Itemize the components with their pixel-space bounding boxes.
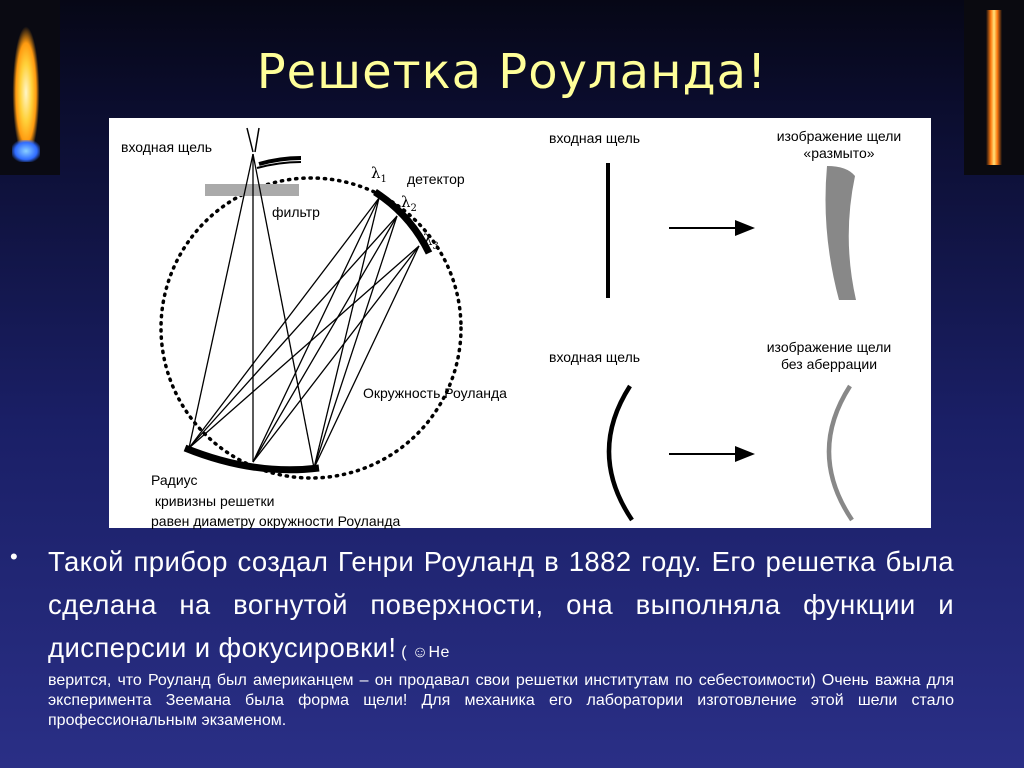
label-entrance-slit: входная щель — [121, 139, 213, 155]
slit-curved — [609, 386, 632, 520]
label-entrance-slit-bottom: входная щель — [549, 349, 641, 365]
diffracted-rays — [189, 198, 419, 468]
label-radius-2: кривизны решетки — [151, 493, 275, 509]
label-lambda-3: $\lambda_3$ — [423, 231, 439, 252]
bullet-paragraph — [10, 540, 954, 731]
rowland-diagram — [109, 118, 931, 528]
note-prefix: ( ☺Не — [396, 644, 450, 661]
label-rowland-circle: Окружность Роуланда — [363, 385, 507, 401]
filter-rect — [205, 184, 299, 196]
label-image-blurred: изображение щели «размыто» — [776, 128, 902, 161]
label-radius: Радиус — [151, 472, 198, 488]
label-lambda-2: $\lambda_2$ — [401, 193, 417, 214]
arrow-right-icon — [669, 220, 755, 236]
incident-rays — [189, 154, 314, 468]
arrow-right-icon — [669, 446, 755, 462]
image-no-aberration — [829, 386, 852, 520]
main-statement: Такой прибор создал Генри Роуланд в 1882 году. Его решетка была сделана на вогнутой поверхности, она выполняла функции и дисперсии и фокусировки! — [48, 546, 954, 663]
main-text — [48, 540, 954, 669]
flame-base-icon — [12, 140, 40, 162]
label-filter: фильтр — [272, 204, 320, 220]
label-image-no-aberration: изображение щели без аберрации — [766, 339, 892, 372]
diagram-panel — [109, 118, 931, 528]
label-radius-3: равен диаметру окружности Роуланда — [151, 513, 401, 529]
grating-arc — [185, 448, 319, 470]
label-lambda-1: $\lambda_1$ — [371, 164, 387, 185]
slit-mark — [255, 128, 259, 152]
slit-mark — [247, 128, 253, 152]
note-text: верится, что Роуланд был американцем – он продавал свои решетки институтам по себестоимости) Очень важна для эксперимента Зеемана была форма щели! Для механика его лаборатории изготовление этой шели стало профессиональным экзаменом. — [48, 672, 954, 729]
label-detector: детектор — [407, 171, 465, 187]
slide-title: Решетка Роуланда! — [256, 44, 768, 100]
bullet-dot: • — [10, 544, 18, 569]
label-entrance-slit-top: входная щель — [549, 130, 641, 146]
blurred-image — [826, 166, 857, 300]
